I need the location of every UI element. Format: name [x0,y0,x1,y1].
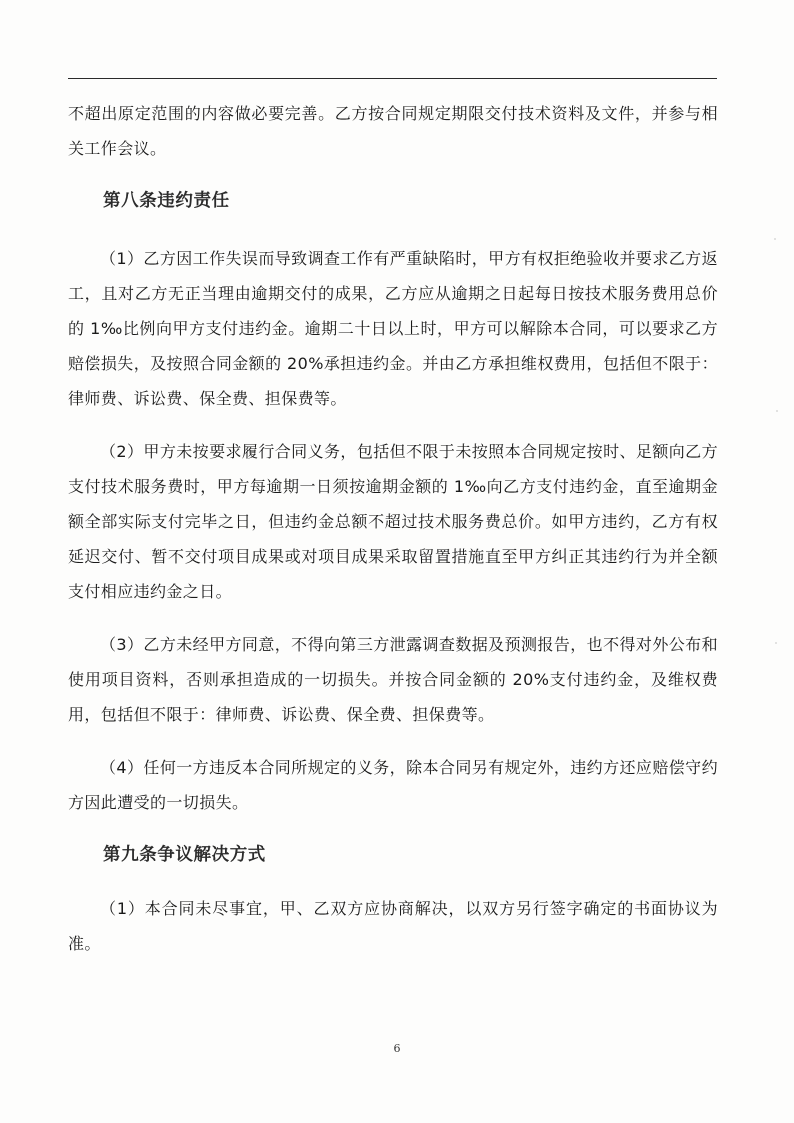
header-rule [68,78,717,79]
scan-speck [774,238,776,240]
section-heading-8: 第八条违约责任 [103,191,230,211]
scan-speck [775,642,777,644]
page-number: 6 [393,1042,401,1055]
clause-8-2: （2）甲方未按要求履行合同义务，包括但不限于未按照本合同规定按时、足额向乙方支付技术服务费时，甲方每逾期一日须按逾期金额的 1‰向乙方支付违约金，直至逾期金额全部实际支付完毕之日，但违约金总额不超过技术服务费总价。如甲方违约，乙方有权延迟交付、暂不交付项目成果或对项目成果采取留置措施直至甲方纠正其违约行为并全额支付相应违约金之日。 [68,442,718,601]
clause-8-4: （4）任何一方违反本合同所规定的义务，除本合同另有规定外，违约方还应赔偿守约方因此遭受的一切损失。 [68,758,718,812]
clause-8-3: （3）乙方未经甲方同意，不得向第三方泄露调查数据及预测报告，也不得对外公布和使用项目资料，否则承担造成的一切损失。并按合同金额的 20%支付违约金，及维权费用，包括但不限于：律师费、诉讼费、保全费、担保费等。 [68,635,718,724]
section-heading-9: 第九条争议解决方式 [103,845,266,865]
clause-8-1: （1）乙方因工作失误而导致调查工作有严重缺陷时，甲方有权拒绝验收并要求乙方返工，且对乙方无正当理由逾期交付的成果，乙方应从逾期之日起每日按技术服务费用总价的 1‰比例向甲方支付违约金。逾期二十日以上时，甲方可以解除本合同，可以要求乙方赔偿损失，及按照合同金额的 20%承担违约金。并由乙方承担维权费用，包括但不限于：律师费、诉讼费、保全费、担保费等。 [68,249,718,408]
clause-9-1: （1）本合同未尽事宜，甲、乙双方应协商解决，以双方另行签字确定的书面协议为准。 [68,899,718,953]
document-body [68,96,718,961]
paragraph-continuation: 不超出原定范围的内容做必要完善。乙方按合同规定期限交付技术资料及文件，并参与相关工作会议。 [68,104,718,158]
scan-speck [776,410,778,412]
